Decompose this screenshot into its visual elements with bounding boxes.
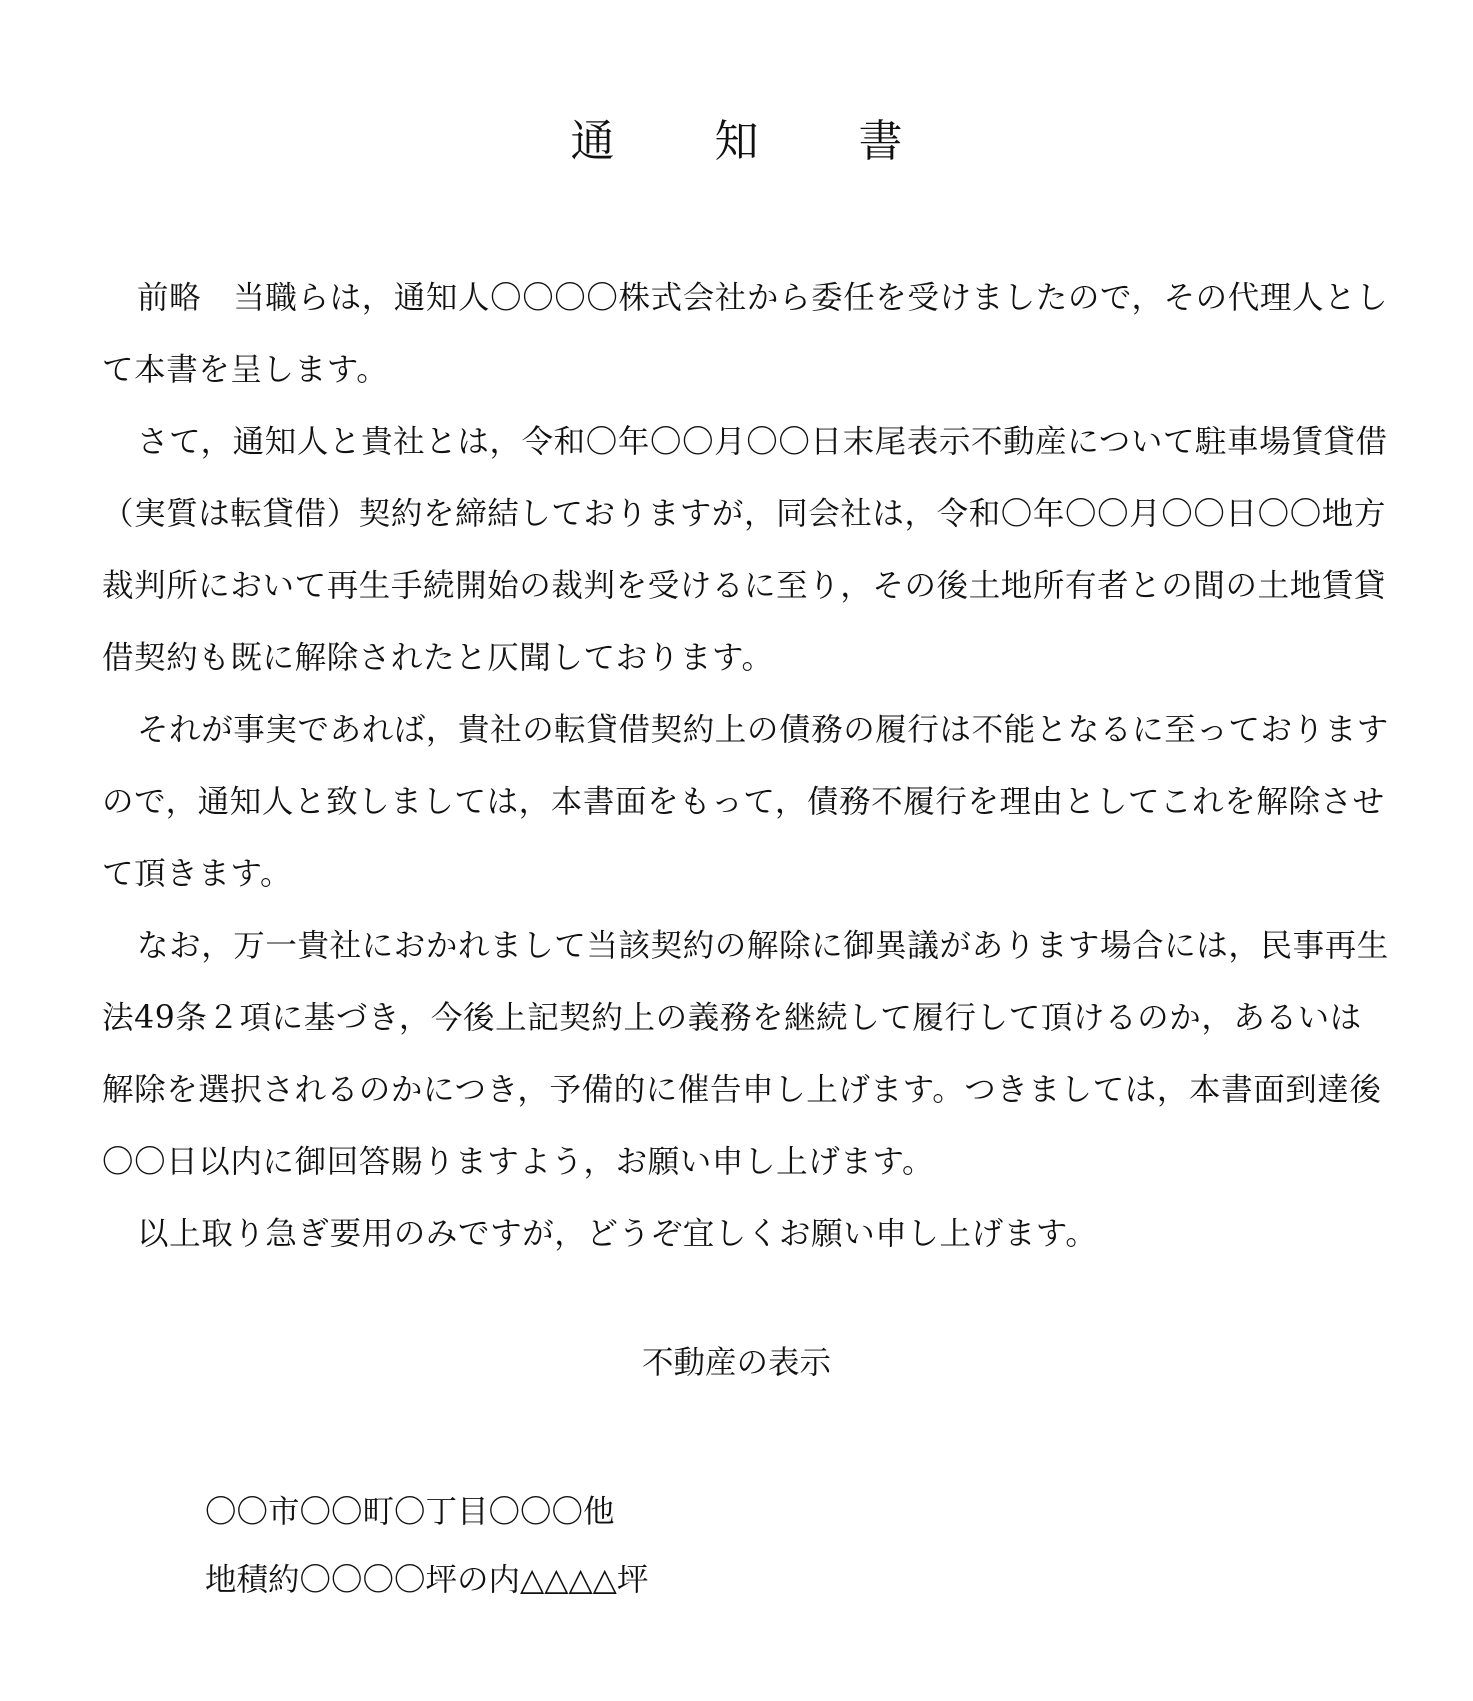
property-address: 〇〇市〇〇町〇丁目〇〇〇他: [205, 1494, 615, 1530]
paragraph-termination: それが事実であれば，貴社の転貸借契約上の債務の履行は不能となるに至っておりますので，通知人と致しましては，本書面をもって，債務不履行を理由としてこれを解除させて頂きます。: [102, 712, 1389, 892]
paragraph-closing: 以上取り急ぎ要用のみですが，どうぞ宜しくお願い申し上げます。: [137, 1216, 1098, 1252]
document-body: [102, 262, 1392, 1270]
paragraph-contract: さて，通知人と貴社とは，令和〇年〇〇月〇〇日末尾表示不動産について駐車場賃貸借（実質は転貸借）契約を締結しておりますが，同会社は，令和〇年〇〇月〇〇日〇〇地方裁判所において再生手続開始の裁判を受けるに至り，その後土地所有者との間の土地賃貸借契約も既に解除されたと仄聞しております。: [102, 424, 1388, 676]
property-description: [205, 1478, 648, 1614]
property-area: 地積約〇〇〇〇坪の内△△△△坪: [205, 1562, 649, 1598]
paragraph-demand: なお，万一貴社におかれまして当該契約の解除に御異議があります場合には，民事再生法49条２項に基づき，今後上記契約上の義務を継続して履行して頂けるのか，あるいは解除を選択されるのかにつき，予備的に催告申し上げます。つきましては，本書面到達後〇〇日以内に御回答賜りますよう，お願い申し上げます。: [102, 928, 1389, 1180]
paragraph-intro: 前略 当職らは，通知人〇〇〇〇株式会社から委任を受けましたので，その代理人として本書を呈します。: [102, 280, 1389, 388]
document-title: 通 知 書: [570, 116, 931, 167]
property-heading: 不動産の表示: [641, 1345, 831, 1381]
